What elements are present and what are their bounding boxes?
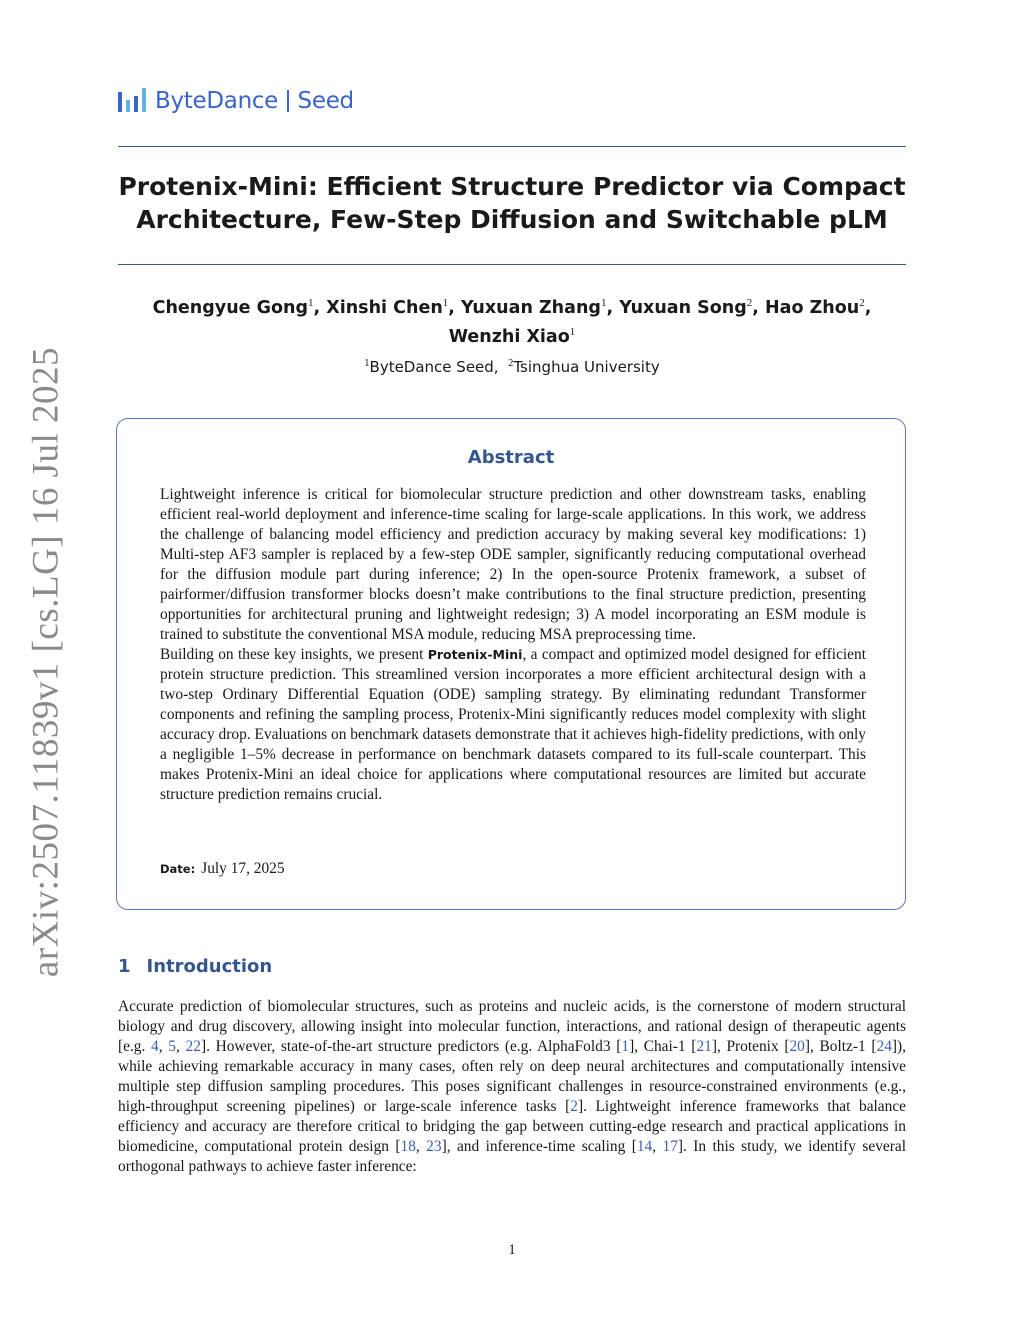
bytedance-seed-logo [118, 86, 354, 116]
title-line-1: Protenix-Mini: Efficient Structure Predictor via Compact [118, 172, 906, 201]
citation-link[interactable]: 20 [789, 1038, 805, 1055]
author-name: Yuxuan Zhang [461, 297, 601, 318]
body-text: ]), while achieving remarkable accuracy in many cases, often rely on deep neural architectures and computationally intensive multiple step diffusion sampling procedures. This poses significant challenges in resource-constrained environments (e.g., high-throughput screening pipelines) or large-scale inference tasks [ [118, 1038, 907, 1115]
citation-link[interactable]: 4 [151, 1038, 159, 1055]
author-list: Chengyue Gong$^1$, Xinshi Chen$^1$, Yuxuan Zhang$^1$, Yuxuan Song$^2$, Hao Zhou$^2$, Wenzhi Xiao$^1$ [152, 297, 872, 347]
body-text: ], Chai-1 [ [629, 1038, 697, 1055]
citation-link[interactable]: 17 [662, 1138, 678, 1155]
body-text: , [176, 1038, 186, 1055]
abstract-paragraph-1: Lightweight inference is critical for biomolecular structure prediction and other downstream tasks, enabling efficient real-world deployment and inference-time scaling for large-scale applications. In this work, we address the challenge of balancing model efficiency and prediction accuracy by making several key modifications: 1) Multi-step AF3 sampler is replaced by a few-step ODE sampler, significantly reducing computational overhead for the diffusion module part during inference; 2) In the open-source Protenix framework, a subset of pairformer/diffusion transformer blocks doesn’t make contributions to the final structure prediction, presenting opportunities for architectural pruning and lightweight redesign; 3) A model incorporating an ESM module is trained to substitute the conventional MSA module, reducing MSA preprocessing time. [160, 486, 866, 643]
body-text: Accurate prediction of biomolecular structures, such as proteins and nucleic acids, is the cornerstone of modern structural biology and drug discovery, allowing insight into molecular function, interactions, and rational design of therapeutic agents [e.g. [118, 998, 906, 1055]
title-rule-top [118, 146, 906, 147]
citation-link[interactable]: 2 [570, 1098, 578, 1115]
affiliation-mark: 1 [364, 358, 370, 369]
abstract-text: Building on these key insights, we present [160, 646, 428, 663]
citation-link[interactable]: 24 [876, 1038, 892, 1055]
date-line [160, 860, 285, 878]
section-number: 1 [118, 956, 131, 977]
body-text: ]. However, state-of-the-art structure predictors (e.g. AlphaFold3 [ [200, 1038, 622, 1055]
author-name: Chengyue Gong [152, 297, 308, 318]
citation-link[interactable]: 22 [185, 1038, 201, 1055]
author-affiliation-mark: 2 [859, 297, 865, 309]
author-name: Yuxuan Song [619, 297, 747, 318]
abstract-heading: Abstract [467, 447, 555, 468]
section-heading-introduction [118, 956, 272, 977]
bars-logo-icon [118, 88, 148, 114]
author-affiliation-mark: 1 [600, 297, 607, 309]
affiliation-name: ByteDance Seed, [369, 358, 499, 376]
section-title: Introduction [146, 956, 273, 977]
model-name: Protenix-Mini [427, 647, 523, 662]
body-text: , [652, 1138, 663, 1155]
author-name: Hao Zhou [765, 297, 860, 318]
introduction-paragraph [118, 997, 906, 1177]
body-text: , [415, 1138, 427, 1155]
author-name: Wenzhi Xiao [448, 326, 570, 347]
citation-link[interactable]: 23 [426, 1138, 442, 1155]
affiliation-list [110, 353, 914, 378]
title-rule-bottom [118, 264, 906, 265]
body-text: ]. In this study, we identify several orthogonal pathways to achieve faster inference: [118, 1138, 906, 1175]
abstract-text: , a compact and optimized model designed for efficient protein structure prediction. This streamlined version incorporates a more efficient architectural design with a two-step Ordinary Differential Equation (ODE) sampling strategy. By eliminating redundant Transformer components and refining the sampling process, Protenix-Mini significantly reduces model complexity with slight accuracy drop. Evaluations on benchmark datasets demonstrate that it achieves high-fidelity predictions, with only a negligible 1–5% decrease in performance on benchmark datasets compared to its full-scale counterpart. This makes Protenix-Mini an ideal choice for applications where computational resources are limited but accurate structure prediction remains crucial. [160, 646, 866, 803]
product-name: Seed [297, 88, 354, 114]
abstract-box [116, 418, 906, 910]
citation-link[interactable]: 1 [621, 1038, 630, 1055]
body-text: , [158, 1038, 169, 1055]
paper-title [100, 170, 924, 236]
author-affiliation-mark: 1 [307, 297, 314, 309]
arxiv-sidebar-stamp: arXiv:2507.11839v1 [cs.LG] 16 Jul 2025 [25, 346, 67, 978]
author-affiliation-mark: 2 [746, 297, 753, 309]
author-name: Xinshi Chen [326, 297, 443, 318]
date-label: Date: [160, 862, 196, 876]
citation-link[interactable]: 18 [400, 1138, 416, 1155]
citation-link[interactable]: 5 [168, 1038, 176, 1055]
affiliation-name: Tsinghua University [513, 358, 660, 376]
author-affiliation-mark: 1 [442, 297, 449, 309]
abstract-paragraph-2 [160, 645, 866, 805]
body-text: ], Protenix [ [711, 1038, 790, 1055]
body-text: ]. Lightweight inference frameworks that balance efficiency and accuracy are therefore critical to bridging the gap between cutting-edge research and practical applications in biomedicine, computational protein design [ [118, 1098, 906, 1155]
date-value: July 17, 2025 [201, 860, 285, 877]
title-line-2: Architecture, Few-Step Diffusion and Switchable pLM [136, 205, 888, 234]
logo-separator [287, 90, 289, 112]
affiliation-mark: 2 [508, 358, 514, 369]
brand-name: ByteDance [155, 88, 279, 114]
citation-link[interactable]: 21 [696, 1038, 712, 1055]
citation-link[interactable]: 14 [636, 1138, 653, 1155]
body-text: ], Boltz-1 [ [804, 1038, 877, 1055]
page-number: 1 [508, 1242, 516, 1258]
abstract-body [160, 485, 866, 805]
body-text: ], and inference-time scaling [ [441, 1138, 637, 1155]
author-affiliation-mark: 1 [569, 325, 576, 338]
